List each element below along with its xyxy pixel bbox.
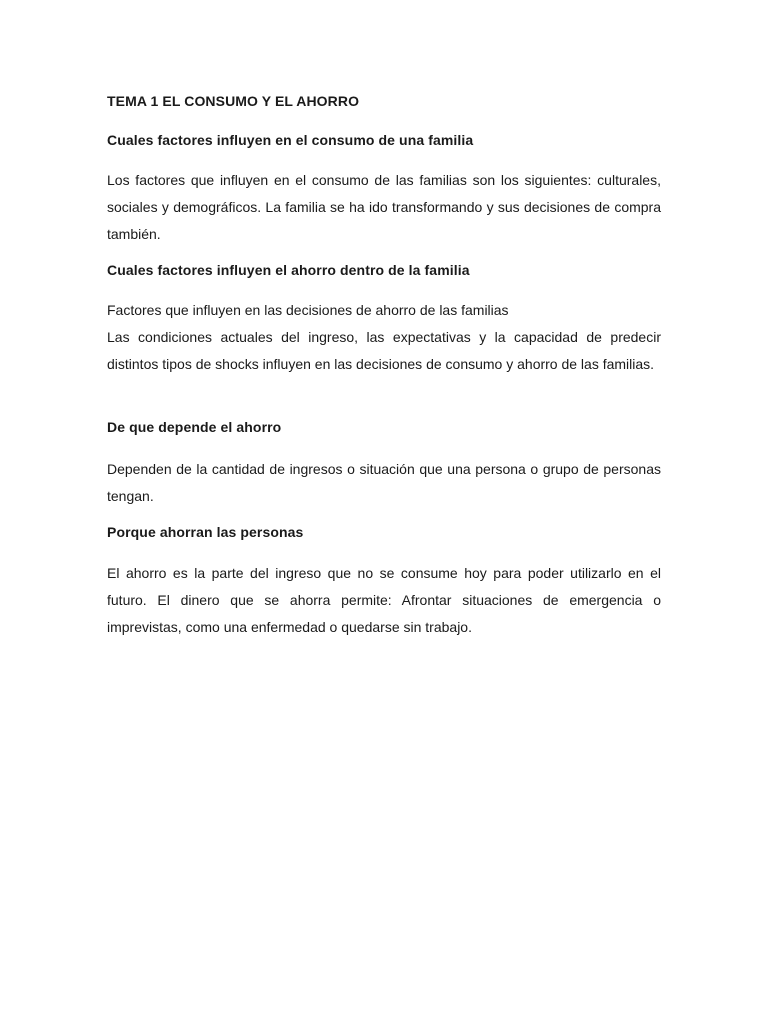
section-paragraph: Dependen de la cantidad de ingresos o situación que una persona o grupo de personas tengan. bbox=[107, 461, 661, 504]
document-title: TEMA 1 EL CONSUMO Y EL AHORRO bbox=[107, 93, 360, 109]
section-heading: De que depende el ahorro bbox=[107, 419, 282, 435]
section-paragraph: Factores que influyen en las decisiones de ahorro de las familias bbox=[107, 302, 509, 318]
section-paragraph: El ahorro es la parte del ingreso que no se consume hoy para poder utilizarlo en el futuro. El dinero que se ahorra permite: Afrontar situaciones de emergencia o imprevistas, como una enfermedad o quedarse sin trabajo. bbox=[107, 565, 661, 635]
section-paragraph: Los factores que influyen en el consumo de las familias son los siguientes: culturales, sociales y demográficos. La familia se ha ido transformando y sus decisiones de compra también. bbox=[107, 172, 661, 242]
section-heading: Porque ahorran las personas bbox=[107, 524, 304, 540]
section-heading: Cuales factores influyen en el consumo de una familia bbox=[107, 132, 474, 148]
section-body bbox=[107, 297, 661, 378]
section-paragraph: Las condiciones actuales del ingreso, las expectativas y la capacidad de predecir distintos tipos de shocks influyen en las decisiones de consumo y ahorro de las familias. bbox=[107, 329, 661, 372]
section-heading: Cuales factores influyen el ahorro dentro de la familia bbox=[107, 262, 470, 278]
